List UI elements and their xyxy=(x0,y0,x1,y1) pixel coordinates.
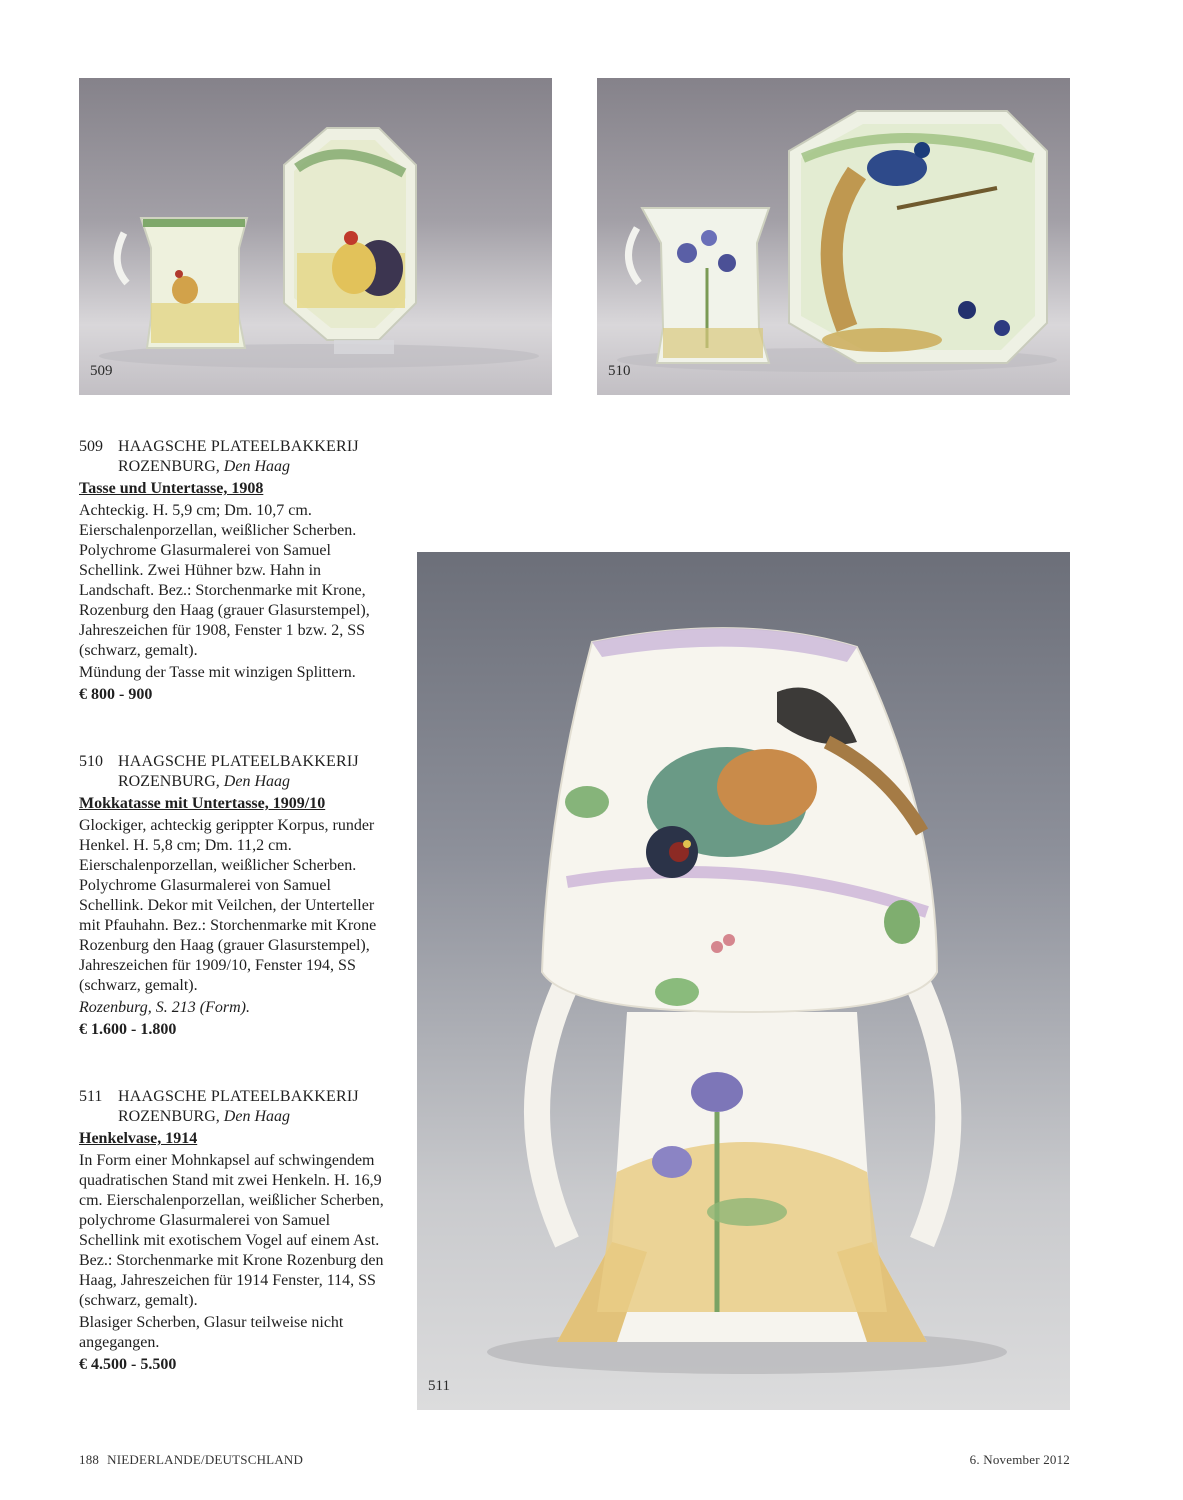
lot-number: 510 xyxy=(79,753,103,770)
lot-estimate: € 800 - 900 xyxy=(79,686,153,703)
cup-saucer-509-image xyxy=(79,78,552,395)
lot-city: Den Haag xyxy=(223,1108,290,1125)
photo-label: 511 xyxy=(428,1378,450,1394)
photo-label: 509 xyxy=(90,363,113,379)
handled-vase-511-image xyxy=(417,552,1070,1410)
footer-date: 6. November 2012 xyxy=(969,1452,1070,1467)
lot-header xyxy=(79,1087,385,1127)
lot-maker-line2: ROZENBURG, xyxy=(118,1108,220,1125)
lot-title: Henkelvase, 1914 xyxy=(79,1130,198,1147)
lot-description: Achteckig. H. 5,9 cm; Dm. 10,7 cm. Eierschalenporzellan, weißlicher Scherben. Polychrome Glasurmalerei von Samuel Schellink. Zwei Hühner bzw. Hahn in Landschaft. Bez.: Storchenmarke mit Krone, Rozenburg den Haag (grauer Glasurstempel), Jahreszeichen für 1908, Fenster 1 bzw. 2, SS (schwarz, gemalt). xyxy=(79,502,370,659)
lot-maker: HAAGSCHE PLATEELBAKKERIJ xyxy=(118,753,359,770)
lot-literature: Rozenburg, S. 213 (Form). xyxy=(79,999,250,1016)
lot-city: Den Haag xyxy=(223,458,290,475)
photo-lot-511 xyxy=(417,552,1070,1410)
lot-condition-note: Mündung der Tasse mit winzigen Splittern. xyxy=(79,664,356,681)
cup-saucer-510-image xyxy=(597,78,1070,395)
lot-maker: HAAGSCHE PLATEELBAKKERIJ xyxy=(118,438,359,455)
lot-entry xyxy=(79,437,385,705)
lot-estimate: € 4.500 - 5.500 xyxy=(79,1356,177,1373)
section-title: NIEDERLANDE/DEUTSCHLAND xyxy=(107,1452,304,1467)
lot-number: 511 xyxy=(79,1088,103,1105)
lot-city: Den Haag xyxy=(223,773,290,790)
lot-maker: HAAGSCHE PLATEELBAKKERIJ xyxy=(118,1088,359,1105)
lot-number: 509 xyxy=(79,438,103,455)
lot-entry xyxy=(79,752,385,1040)
page-number: 188 xyxy=(79,1452,100,1467)
footer-left xyxy=(79,1452,303,1468)
lot-title: Mokkatasse mit Untertasse, 1909/10 xyxy=(79,795,326,812)
lot-description: In Form einer Mohnkapsel auf schwingendem quadratischen Stand mit zwei Henkeln. H. 16,9 cm. Eierschalenporzellan, weißlicher Scherben, polychrome Glasurmalerei von Samuel Schellink mit exotischem Vogel auf einem Ast. Bez.: Storchenmarke mit Krone Rozenburg den Haag, Jahreszeichen für 1914 Fenster, 114, SS (schwarz, gemalt). xyxy=(79,1152,384,1309)
lot-title: Tasse und Untertasse, 1908 xyxy=(79,480,264,497)
lot-maker-line2: ROZENBURG, xyxy=(118,458,220,475)
photo-lot-510 xyxy=(597,78,1070,395)
lot-header xyxy=(79,437,385,477)
photo-label: 510 xyxy=(608,363,631,379)
photo-lot-509 xyxy=(79,78,552,395)
lot-maker-line2: ROZENBURG, xyxy=(118,773,220,790)
lot-entry xyxy=(79,1087,385,1375)
lot-estimate: € 1.600 - 1.800 xyxy=(79,1021,177,1038)
lot-description: Glockiger, achteckig gerippter Korpus, runder Henkel. H. 5,8 cm; Dm. 11,2 cm. Eierschalenporzellan, weißlicher Scherben. Polychrome Glasurmalerei von Samuel Schellink. Dekor mit Veilchen, der Unterteller mit Pfauhahn. Bez.: Storchenmarke mit Krone Rozenburg den Haag (grauer Glasurstempel), Jahreszeichen für 1909/10, Fenster 194, SS (schwarz, gemalt). xyxy=(79,817,377,994)
lot-condition-note: Blasiger Scherben, Glasur teilweise nicht angegangen. xyxy=(79,1314,344,1351)
lot-header xyxy=(79,752,385,792)
